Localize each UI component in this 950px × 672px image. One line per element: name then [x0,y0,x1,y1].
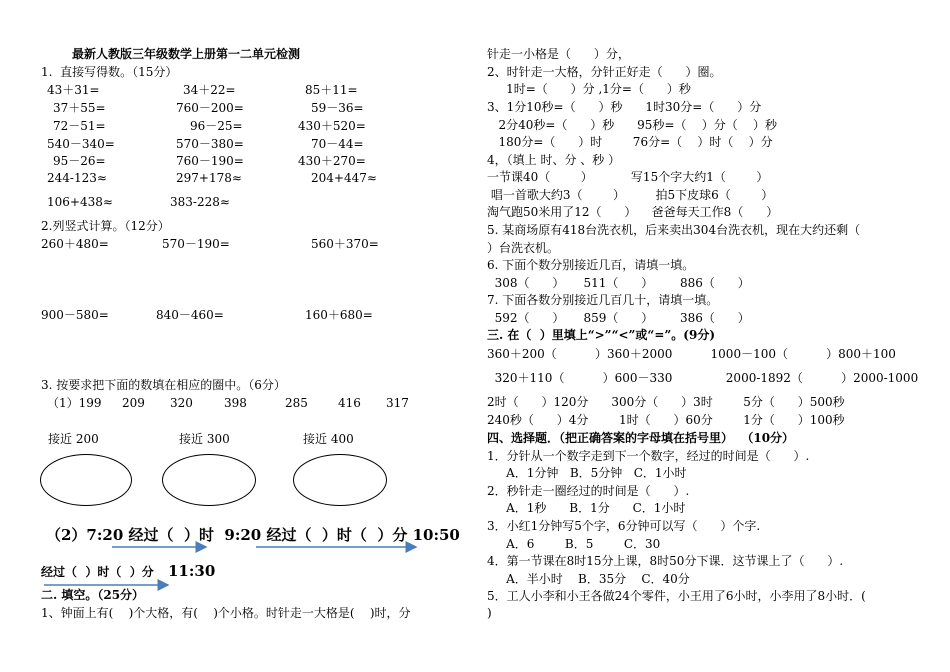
section2-heading: 2.列竖式计算。（12分） [41,219,170,233]
calc-5-2: 760－190= [176,154,244,168]
circle-label-200: 接近 200 [48,432,99,446]
page-title: 最新人教版三年级数学上册第一二单元检测 [72,47,301,61]
choice-line-2: A．1分钟 B．5分钟 C．1小时 [487,466,687,480]
calc-6-2: 297+178≈ [176,171,242,185]
choice-line-1: 1．分针从一个数字走到下一个数字，经过的时间是（ ）. [487,449,810,463]
right-line-5: 2分40秒=（ ）秒 95秒=（ ）分（ ）秒 [487,118,778,132]
circle-near-300 [162,454,256,506]
right-line-14: 308（ ） 511（ ） 886（ ） [487,276,750,290]
calc-3-2: 96－25= [190,119,243,133]
calc-2-3: 59－36= [311,101,364,115]
right-line-1: 针走一小格是（ ）分， [487,47,630,61]
compare-row-1: 360＋200（ ）360＋2000 1000－100（ ）800＋100 [487,347,896,361]
choice-line-7: 4．第一节课在8时15分上课，8时50分下课．这节课上了（ ）. [487,554,844,568]
right-line-9: 唱一首歌大约3（ ） 拍5下皮球6（ ） [487,188,774,202]
number-item: 416 [338,396,361,410]
vertical-calc-5: 840－460= [156,308,224,322]
vertical-calc-6: 160＋680= [305,308,373,322]
right-line-15: 7. 下面各数分别接近几百几十，请填一填。 [487,293,719,307]
numbers-label: （1）199 [47,396,102,410]
fill-q1: 1、钟面上有( )个大格，有( )个小格。时针走一大格是( )时，分 [41,606,411,620]
compare-row-3: 2时（ ）120分 300分（ ）3时 5分（ ）500秒 [487,395,845,409]
time-elapsed-line1: （2）7:20 经过（ ）时 9:20 经过（ ）时（ ）分 10:50 [46,526,460,544]
calc-3-3: 430＋520= [298,119,366,133]
number-item: 317 [386,396,409,410]
choice-line-9: 5．工人小李和小王各做24个零件，小王用了6小时，小李用了8小时．( [487,589,866,603]
choice-line-10: ) [487,606,492,620]
right-line-12: ）台洗衣机。 [487,241,560,255]
calc-1-1: 43＋31= [47,83,100,97]
compare-heading: 三. 在（ ）里填上“>”“<”或“=”。(9分) [487,328,715,342]
calc-5-3: 430＋270= [298,154,366,168]
right-line-13: 6. 下面个数分别接近几百，请填一填。 [487,258,695,272]
number-item: 285 [285,396,308,410]
right-line-2: 2、时针走一大格，分针正好走（ ）圈。 [487,65,722,79]
right-line-10: 淘气跑50米用了12（ ） 爸爸每天工作8（ ） [487,205,779,219]
calc-7-1: 106+438≈ [47,195,113,209]
calc-4-1: 540－340= [47,137,115,151]
right-line-16: 592（ ） 859（ ） 386（ ） [487,311,750,325]
circle-label-300: 接近 300 [179,432,230,446]
choice-line-3: 2．秒针走一圈经过的时间是（ ）. [487,484,690,498]
right-line-6: 180分=（ ）时 76分=（ ）时（ ）分 [487,135,773,149]
right-line-4: 3、1分10秒=（ ）秒 1时30分=（ ）分 [487,100,762,114]
calc-4-2: 570－380= [176,137,244,151]
time-1130: 11:30 [168,562,216,580]
right-line-7: 4，（填上 时、分 、秒 ） [487,153,621,167]
section1-heading: 1. 直接写得数。（15分） [41,65,178,79]
calc-4-3: 70－44= [311,137,364,151]
circle-near-400 [293,454,387,506]
vertical-calc-4: 900－580= [41,308,109,322]
compare-row-4: 240秒（ ）4分 1时（ ）60分 1分（ ）100秒 [487,413,845,427]
calc-6-3: 204+447≈ [311,171,377,185]
vertical-calc-3: 560＋370= [311,237,379,251]
number-item: 398 [224,396,247,410]
circle-label-400: 接近 400 [303,432,354,446]
vertical-calc-1: 260＋480= [41,237,109,251]
choice-heading: 四、选择题．（把正确答案的字母填在括号里） （10分） [487,431,795,445]
circle-near-200 [40,454,132,506]
time-elapsed-line2: 经过（ ）时（ ）分 [41,565,158,579]
choice-line-8: A．半小时 B．35分 C．40分 [487,572,690,586]
vertical-calc-2: 570－190= [162,237,230,251]
choice-line-5: 3．小红1分钟写5个字，6分钟可以写（ ）个字. [487,519,761,533]
number-item: 320 [170,396,193,410]
right-line-8: 一节课40（ ） 写15个字大约1（ ） [487,170,769,184]
choice-line-4: A．1秒 B．1分 C．1小时 [487,501,686,515]
calc-3-1: 72－51= [53,119,106,133]
section3-heading: 3. 按要求把下面的数填在相应的圈中。（6分） [41,378,286,392]
right-line-3: 1时=（ ）分 ,1分=（ ）秒 [487,82,691,96]
calc-1-3: 85＋11= [305,83,358,97]
right-line-11: 5. 某商场原有418台洗衣机，后来卖出304台洗衣机，现在大约还剩（ [487,223,861,237]
calc-2-1: 37＋55= [53,101,106,115]
compare-row-2: 320＋110（ ）600－330 2000-1892（ ）2000-1000 [487,371,919,385]
calc-2-2: 760－200= [176,101,244,115]
choice-line-6: A．6 B．5 C．30 [487,537,661,551]
calc-6-1: 244-123≈ [47,171,107,185]
calc-7-2: 383-228≈ [170,195,230,209]
fill-blank-heading: 二. 填空。（25分） [41,588,145,602]
calc-5-1: 95－26= [53,154,106,168]
calc-1-2: 34＋22= [183,83,236,97]
number-item: 209 [122,396,145,410]
